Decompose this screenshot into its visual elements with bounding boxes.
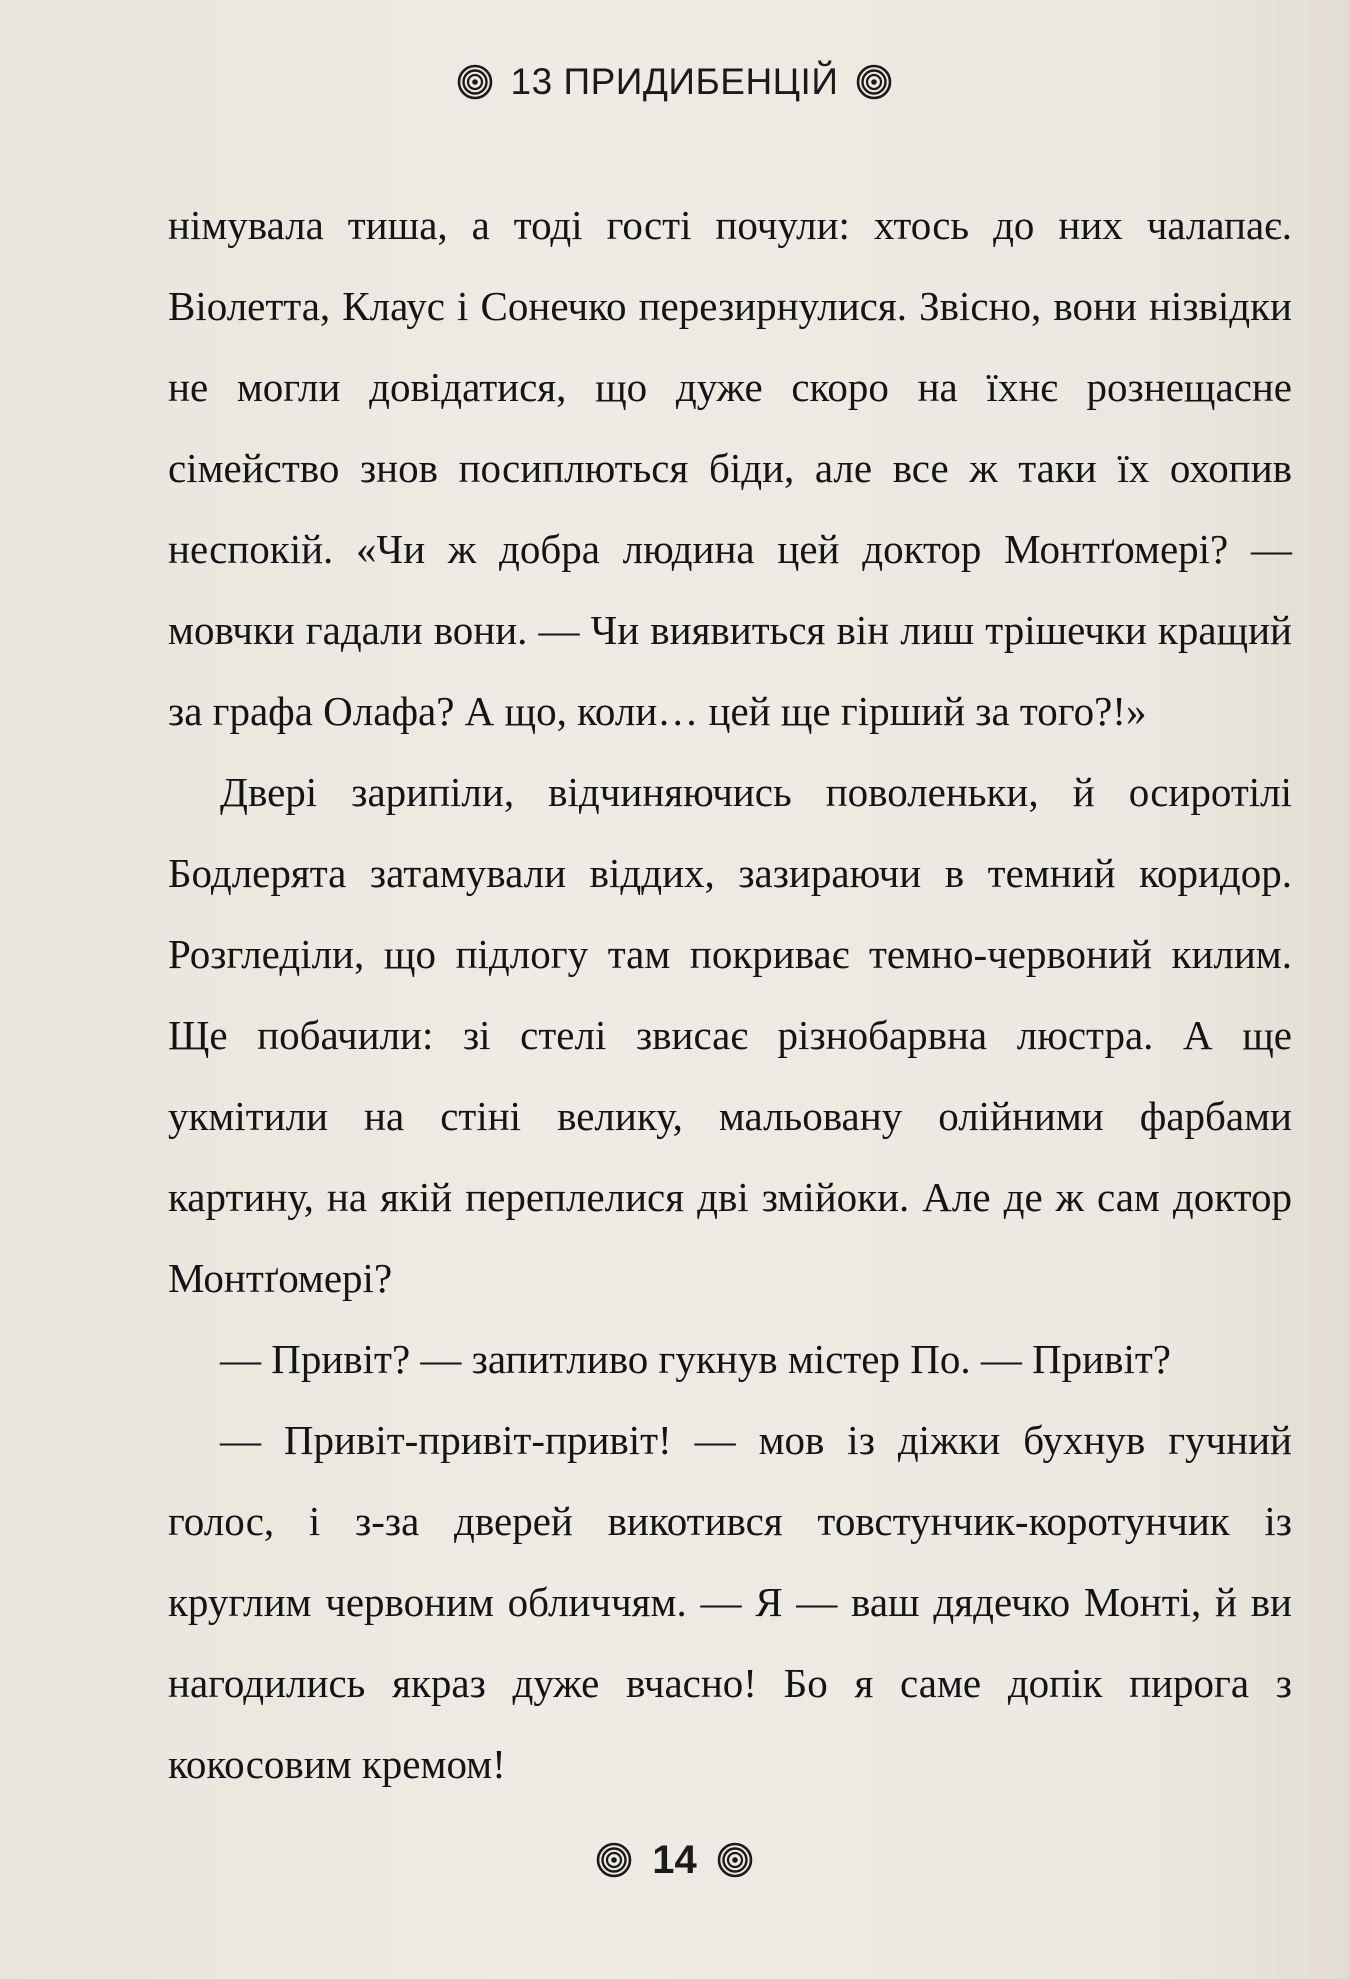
paragraph: німувала тиша, а тоді гості почули: хтось до них чалапає. Віолетта, Клаус і Сонечко перезирнулися. Звісно, вони нізвідки не могли довідатися, що дуже скоро на їхнє рознещасне сімейство знов посиплються біди, але все ж таки їх охопив неспокій. «Чи ж добра людина цей доктор Монтґомері? — мовчки гадали вони. — Чи виявиться він лиш трішечки кращий за графа Олафа? А що, коли… цей ще гірший за того?!»: [168, 202, 1292, 734]
spiral-icon: [596, 1842, 632, 1878]
book-title: 13 ПРИДИБЕНЦІЙ: [510, 61, 839, 102]
paragraph: — Привіт? — запитливо гукнув містер По. — Привіт?: [220, 1336, 1171, 1382]
spiral-icon: [717, 1842, 753, 1878]
spiral-icon: [457, 64, 493, 100]
spiral-icon: [856, 64, 892, 100]
body-text: [168, 185, 1292, 1805]
running-header: [0, 52, 1349, 112]
page-number: 14: [652, 1837, 697, 1882]
paragraph: Двері зарипіли, відчиняючись поволеньки, й осиротілі Бодлерята затамували віддих, зазираючи в темний коридор. Розгледіли, що підлогу там покриває темно-червоний килим. Ще побачили: зі стелі звисає різнобарвна люстра. А ще укмітили на стіні велику, мальовану олійними фарбами картину, на якій переплелися дві змійоки. Але де ж сам доктор Монтґомері?: [168, 769, 1292, 1301]
paragraph: — Привіт-привіт-привіт! — мов із діжки бухнув гучний голос, і з-за дверей викотився товстунчик-коротунчик із круглим червоним обличчям. — Я — ваш дядечко Монті, й ви нагодились якраз дуже вчасно! Бо я саме допік пирога з кокосовим кремом!: [168, 1417, 1292, 1787]
page-footer: [0, 1830, 1349, 1890]
